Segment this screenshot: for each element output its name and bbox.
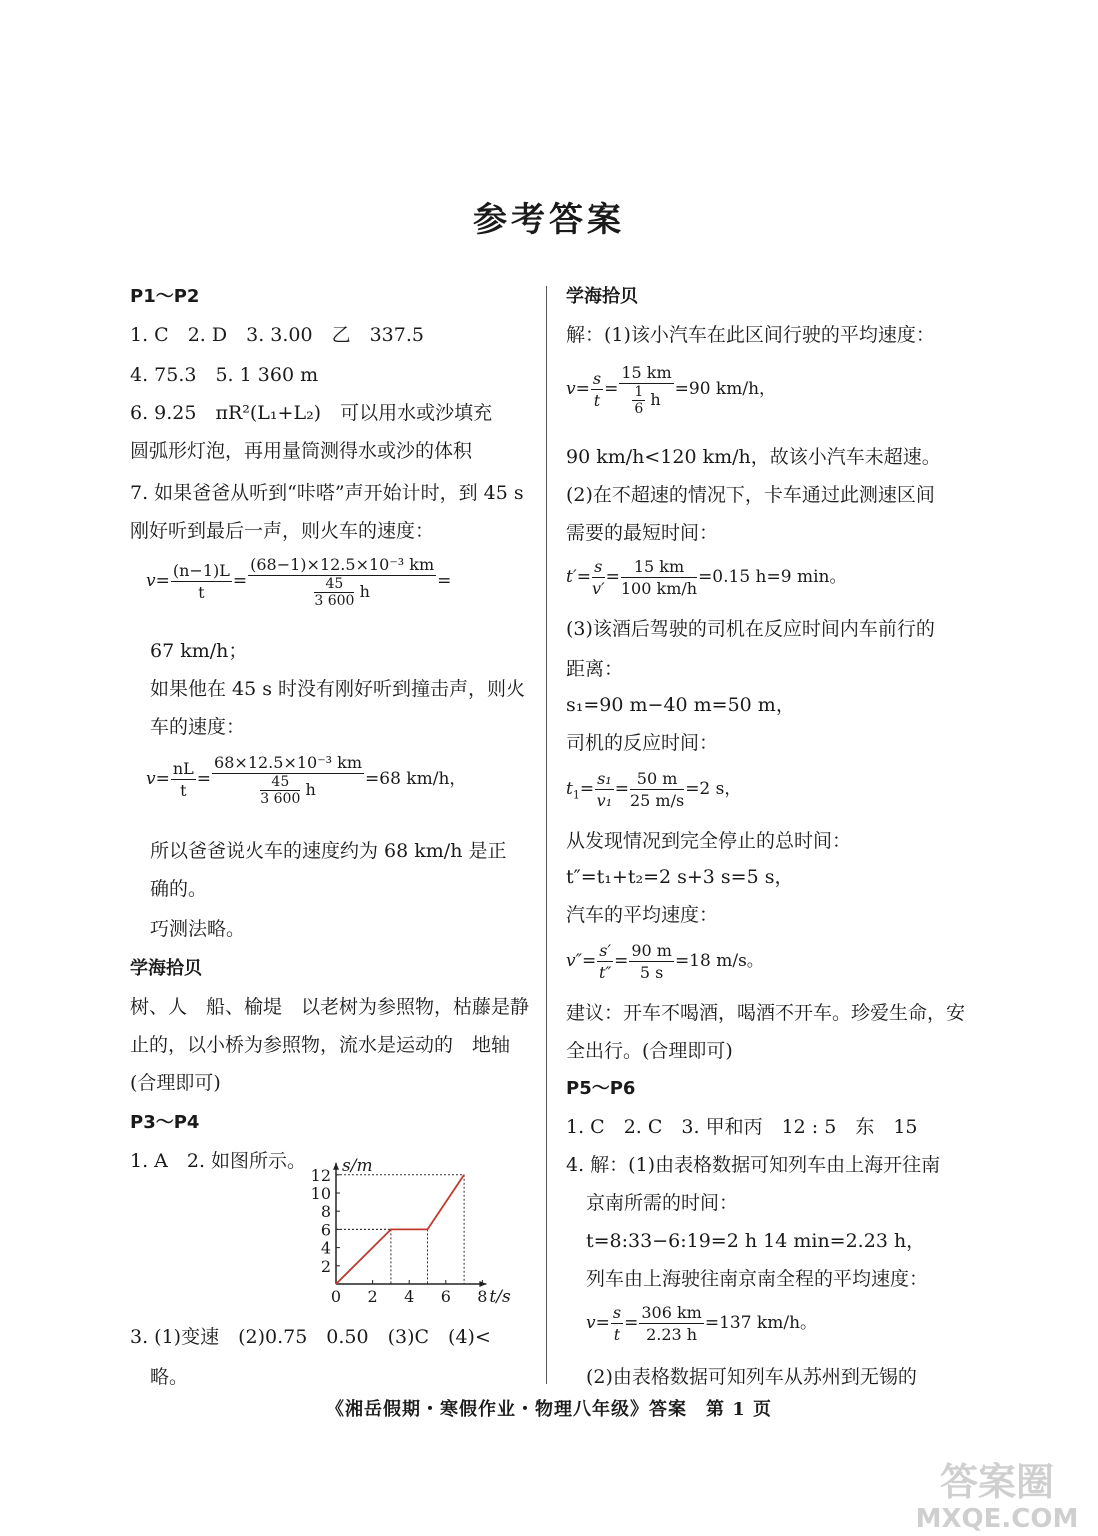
x-axis-label: t/s	[489, 1287, 511, 1307]
answer-line: 建议：开车不喝酒，喝酒不开车。珍爱生命，安	[566, 1002, 966, 1024]
answer-line: 90 km/h<120 km/h，故该小汽车未超速。	[566, 446, 941, 468]
formula-average-speed: v″= $\frac{s'}{t''}$ = $\frac{90 m}{5 s}$ =18 m/s。	[566, 941, 764, 982]
y-tick-label: 8	[320, 1202, 331, 1222]
answer-line: 所以爸爸说火车的速度约为 68 km/h 是正	[150, 840, 507, 862]
answer-line: 1. C 2. D 3. 3.00 乙 337.5	[130, 324, 424, 346]
y-axis-arrow	[333, 1163, 339, 1170]
section-heading: P1～P2	[130, 286, 200, 307]
formula-train-speed-1: v= $\frac{(n-1)L}{t}$ = (68−1)×12.5×10⁻³ km $\frac{45}{3 600}$ h =	[146, 555, 452, 609]
answer-line: 圆弧形灯泡，再用量筒测得水或沙的体积	[130, 440, 473, 462]
answer-line: 略。	[150, 1366, 189, 1388]
svg-text:MXQE.COM: MXQE.COM	[915, 1504, 1079, 1533]
answer-line: 6. 9.25 πR²(L₁+L₂) 可以用水或沙填充	[130, 402, 493, 424]
formula-car-speed: v= $\frac{s}{t}$ = 15 km $\frac{1}{6}$ h =90 km/h，	[566, 363, 777, 417]
x-tick-label: 4	[404, 1287, 415, 1306]
x-tick-label: 6	[440, 1287, 451, 1306]
y-tick-label: 12	[310, 1165, 331, 1185]
answer-line: 3. (1)变速 (2)0.75 0.50 (3)C (4)<	[130, 1326, 491, 1348]
answer-line: 67 km/h；	[150, 640, 248, 662]
answer-line: 司机的反应时间：	[566, 732, 719, 754]
answer-line: t=8:33−6:19=2 h 14 min=2.23 h，	[586, 1230, 926, 1252]
answer-line: 4. 75.3 5. 1 360 m	[130, 364, 319, 386]
section-heading: P3～P4	[130, 1112, 200, 1133]
answer-line: 止的，以小桥为参照物，流水是运动的 地轴	[130, 1034, 511, 1056]
formula-train-average-speed: v= $\frac{s}{t}$ = $\frac{306 km}{2.23 h}$ =137 km/h。	[586, 1303, 818, 1344]
answer-line: (2)由表格数据可知列车从苏州到无锡的	[586, 1366, 917, 1388]
section-heading: 学海拾贝	[566, 286, 638, 307]
formula-truck-time: t′= $\frac{s}{v'}$ = $\frac{15 km}{100 km/h}$ =0.15 h=9 min。	[566, 557, 847, 598]
answer-line: 刚好听到最后一声，则火车的速度：	[130, 520, 435, 542]
answer-line: 列车由上海驶往南京南全程的平均速度：	[586, 1268, 929, 1290]
answer-line: (2)在不超速的情况下，卡车通过此测速区间	[566, 484, 935, 506]
column-divider	[546, 286, 547, 1384]
watermark-logo	[905, 1455, 1085, 1533]
y-axis-label: s/m	[342, 1155, 373, 1176]
answer-line: 1. C 2. C 3. 甲和丙 12 : 5 东 15	[566, 1116, 918, 1138]
svg-text:答案圈: 答案圈	[939, 1460, 1055, 1504]
series-line	[336, 1175, 464, 1284]
answer-line: 需要的最短时间：	[566, 522, 719, 544]
s-t-graph	[296, 1144, 536, 1310]
answer-line: 7. 如果爸爸从听到“咔嗒”声开始计时，到 45 s	[130, 482, 524, 504]
formula-reaction-time: $t_1=$ $\frac{\text{s₁}}{\text{v₁}}$ = $\frac{50 m}{25 m/s}$ =2 s，	[566, 769, 742, 810]
answer-line: 京南所需的时间：	[586, 1192, 739, 1214]
x-tick-label: 0	[330, 1287, 342, 1306]
section-heading: 学海拾贝	[130, 958, 202, 979]
answer-line: (3)该酒后驾驶的司机在反应时间内车前行的	[566, 618, 935, 640]
answer-line: 1. A 2. 如图所示。	[130, 1150, 307, 1172]
y-tick-label: 10	[310, 1184, 331, 1203]
page-title: 参考答案	[473, 200, 625, 240]
answer-line: 如果他在 45 s 时没有刚好听到撞击声，则火	[150, 678, 526, 700]
answer-line: 巧测法略。	[150, 918, 246, 940]
answer-line: (合理即可)	[130, 1072, 221, 1094]
answer-line: 确的。	[150, 878, 208, 900]
answer-line: t″=t₁+t₂=2 s+3 s=5 s，	[566, 866, 794, 888]
answer-line: 车的速度：	[150, 716, 246, 738]
answer-line: 汽车的平均速度：	[566, 904, 719, 926]
y-tick-label: 4	[320, 1238, 331, 1258]
answer-line: 4. 解：(1)由表格数据可知列车由上海开往南	[566, 1154, 941, 1176]
formula-train-speed-2: v= $\frac{nL}{t}$ = 68×12.5×10⁻³ km $\frac{45}{3 600}$ h =68 km/h，	[146, 753, 467, 807]
y-tick-label: 2	[320, 1256, 331, 1276]
y-tick-label: 6	[320, 1220, 331, 1240]
x-tick-label: 8	[477, 1287, 488, 1306]
answer-line: 距离：	[566, 658, 624, 680]
section-heading: P5～P6	[566, 1078, 636, 1099]
answer-line: 从发现情况到完全停止的总时间：	[566, 830, 852, 852]
answer-line: 全出行。(合理即可)	[566, 1040, 733, 1062]
answer-line: s₁=90 m−40 m=50 m，	[566, 694, 795, 716]
answer-line: 解：(1)该小汽车在此区间行驶的平均速度：	[566, 324, 935, 346]
page-footer: 《湘岳假期・寒假作业・物理八年级》答案 第 1 页	[325, 1399, 773, 1420]
answer-line: 树、人 船、榆堤 以老树为参照物，枯藤是静	[130, 996, 530, 1018]
x-tick-label: 2	[367, 1287, 378, 1306]
